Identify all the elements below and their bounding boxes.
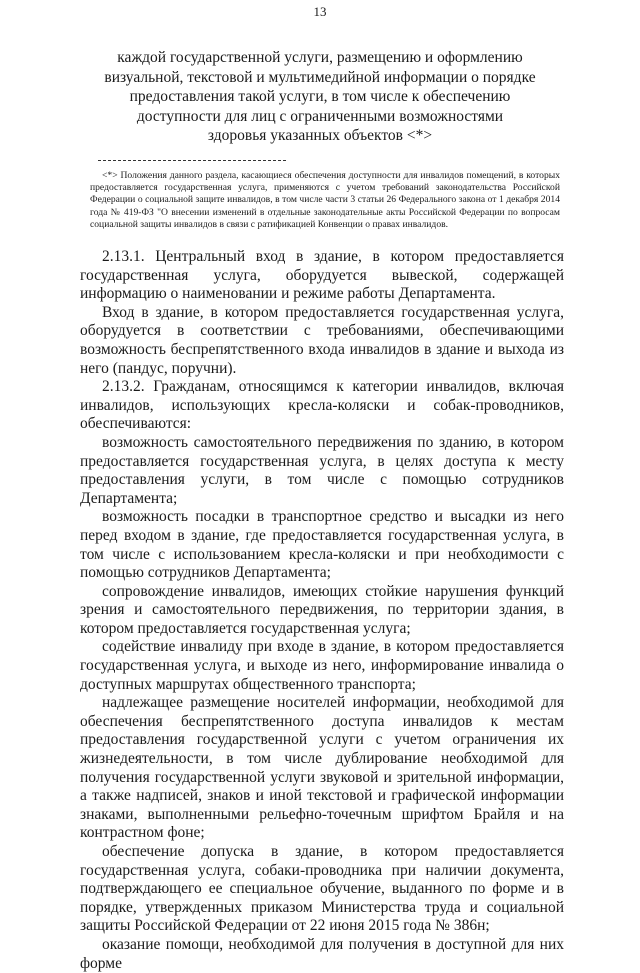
paragraph: содействие инвалиду при входе в здание, в котором предоставляется государственная услуга, и выходе из него, информирование инвалида о доступных маршрутах общественного транспорта;: [80, 638, 564, 693]
paragraph: возможность самостоятельного передвижения по зданию, в котором предоставляется государственная услуга, в целях доступа к месту предоставления услуги, в том числе с помощью сотрудников Департамента;: [80, 433, 564, 507]
heading-line: каждой государственной услуги, размещению и оформлению: [117, 49, 523, 66]
heading-line: предоставления такой услуги, в том числе к обеспечению: [129, 88, 511, 106]
page-number: 13: [313, 4, 327, 19]
paragraph: 2.13.1. Центральный вход в здание, в котором предоставляется государственная услуга, оборудуется вывеской, содержащей информацию о наименовании и режиме работы Департамента.: [80, 248, 564, 303]
paragraph: возможность посадки в транспортное средство и высадки из него перед входом в здание, где предоставляется государственная услуга, в том числе с использованием кресла-коляски и при необходимости с помощью сотрудников Департамента;: [80, 508, 564, 582]
body-text: [80, 248, 564, 973]
paragraph: 2.13.2. Гражданам, относящимся к категории инвалидов, включая инвалидов, использующих кресла-коляски и собак-проводников, обеспечиваются:: [80, 378, 564, 433]
paragraph: Вход в здание, в котором предоставляется государственная услуга, оборудуется в соответствии с требованиями, обеспечивающими возможность беспрепятственного входа инвалидов в здание и выхода из него (пандус, поручни).: [80, 303, 564, 377]
paragraph: надлежащее размещение носителей информации, необходимой для обеспечения беспрепятственного доступа инвалидов к местам предоставления государственной услуги с учетом ограничения их жизнедеятельности, в том числе дублирование необходимой для получения государственной услуги звуковой и зрительной информации, а также надписей, знаков и иной текстовой и графической информации знаками, выполненными рельефно-точечным шрифтом Брайля и на контрастном фоне;: [80, 694, 564, 842]
footnote: <*> Положения данного раздела, касающиеся обеспечения доступности для инвалидов помещений, в которых предоставляется государственная услуга, применяются с учетом требований законодательства Российской Федерации о социальной защите инвалидов, в том числе части 3 статьи 26 Федерального закона от 1 декабря 2014 года № 419-ФЗ "О внесении изменений в отдельные законодательные акты Российской Федерации по вопросам социальной защиты инвалидов в связи с ратификацией Конвенции о правах инвалидов.: [90, 170, 560, 230]
paragraph: обеспечение допуска в здание, в котором предоставляется государственная услуга, собаки-проводника при наличии документа, подтверждающего ее специальное обучение, выданного по форме и в порядке, утвержденных приказом Министерства труда и социальной защиты Российской Федерации от 22 июня 2015 года № 386н;: [80, 843, 564, 935]
footnote-separator: [98, 160, 286, 161]
heading-line: визуальной, текстовой и мультимедийной информации о порядке: [104, 68, 536, 86]
heading-line: здоровья указанных объектов <*>: [207, 127, 433, 145]
paragraph: сопровождение инвалидов, имеющих стойкие нарушения функций зрения и самостоятельного передвижения, по территории здания, в котором предоставляется государственная услуга;: [80, 582, 564, 637]
paragraph: оказание помощи, необходимой для получения в доступной для них форме: [80, 935, 564, 972]
heading-line: доступности для лиц с ограниченными возможностями: [136, 107, 504, 125]
section-heading: [80, 48, 560, 146]
